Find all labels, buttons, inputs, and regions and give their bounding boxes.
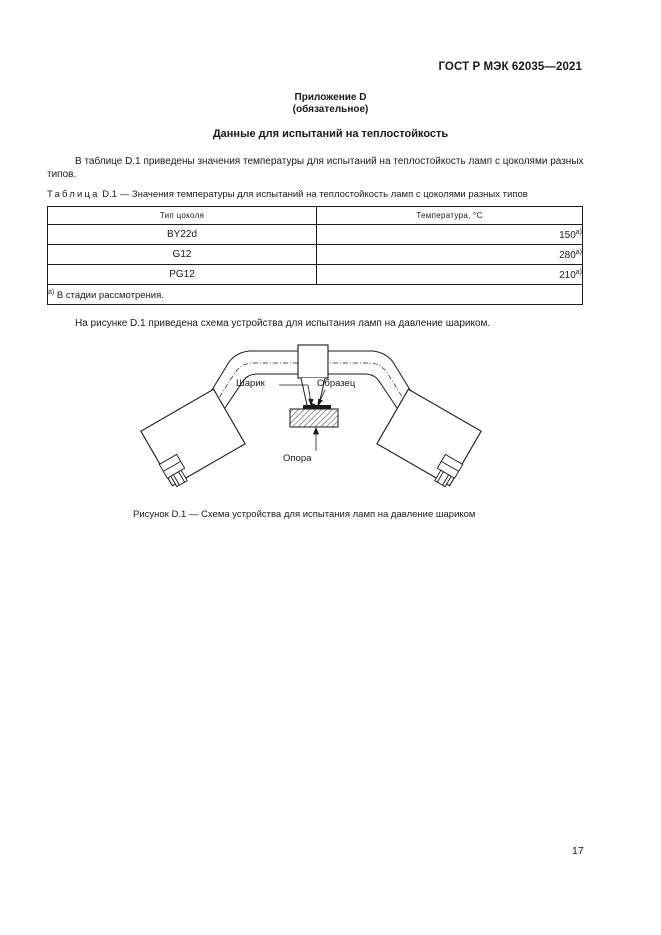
table-row xyxy=(48,225,583,245)
table-footnote xyxy=(48,285,583,305)
right-clamp-block xyxy=(377,389,481,486)
label-support: Опора xyxy=(283,453,312,464)
header-base-type: Тип цоколя xyxy=(48,207,317,225)
ball-holder-block xyxy=(298,345,328,378)
appendix-title: Приложение D xyxy=(294,92,367,103)
temperature-table xyxy=(47,206,583,305)
label-ball: Шарик xyxy=(236,378,265,389)
table-footnote-row xyxy=(48,285,583,305)
support xyxy=(290,409,338,427)
header-temperature: Температура, °С xyxy=(317,207,583,225)
table-row xyxy=(48,265,583,285)
table-caption-text: D.1 — Значения температуры для испытаний на теплостойкость ламп с цоколями разных типов xyxy=(102,189,528,200)
specimen xyxy=(303,405,331,409)
footnote-ref: a) xyxy=(575,248,582,256)
footnote-text: В стадии рассмотрения. xyxy=(56,289,164,301)
label-specimen: Образец xyxy=(317,378,356,389)
figure-caption: Рисунок D.1 — Схема устройства для испытания ламп на давление шариком xyxy=(133,509,476,520)
cell-temperature xyxy=(317,225,583,245)
apparatus-drawing xyxy=(131,339,491,499)
figure-paragraph: На рисунке D.1 приведена схема устройства для испытания ламп на давление шариком. xyxy=(75,318,491,329)
cell-temperature xyxy=(317,245,583,265)
temp-value: 280 xyxy=(559,249,576,261)
appendix-subtitle: (обязательное) xyxy=(292,104,369,115)
footnote-ref: a) xyxy=(575,268,582,276)
ball-pressure-apparatus-figure xyxy=(131,339,491,504)
cell-temperature xyxy=(317,265,583,285)
page-number: 17 xyxy=(572,845,584,857)
table-header-row xyxy=(48,207,583,225)
cell-base: PG12 xyxy=(48,265,317,285)
standard-number: ГОСТ Р МЭК 62035—2021 xyxy=(438,61,582,73)
cell-base: BY22d xyxy=(48,225,317,245)
left-clamp-block xyxy=(141,389,245,486)
temp-value: 150 xyxy=(559,229,576,241)
table-caption-label: Таблица xyxy=(47,189,100,200)
temp-value: 210 xyxy=(559,269,576,281)
cell-base: G12 xyxy=(48,245,317,265)
section-title: Данные для испытаний на теплостойкость xyxy=(212,128,449,140)
intro-paragraph: В таблице D.1 приведены значения температуры для испытаний на теплостойкость ламп с цоколями разных типов. xyxy=(47,156,584,180)
table-caption xyxy=(47,189,528,200)
footnote-mark: a) xyxy=(48,288,55,296)
footnote-ref: a) xyxy=(575,228,582,236)
table-row xyxy=(48,245,583,265)
